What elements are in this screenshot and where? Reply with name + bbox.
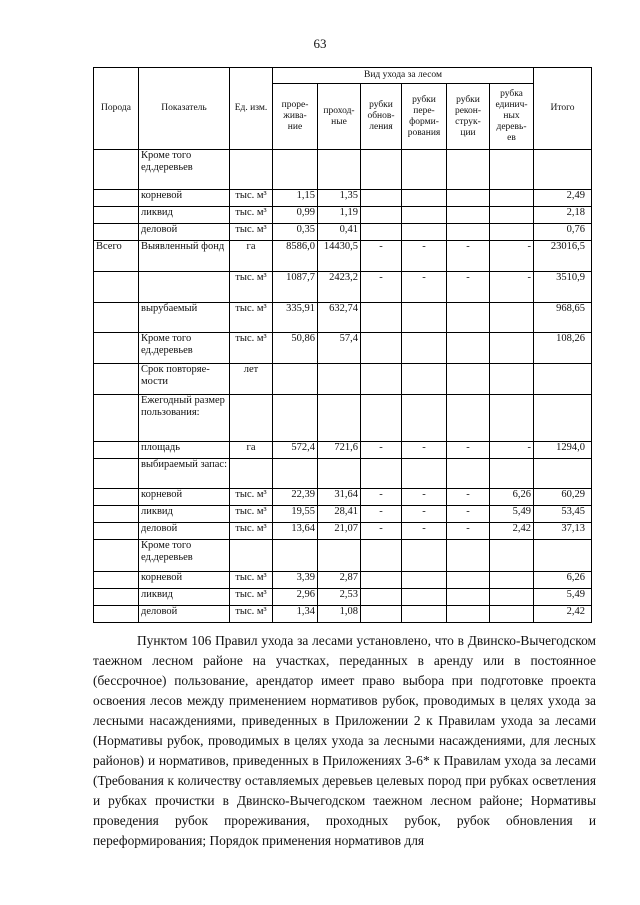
cell-value: 1087,7	[273, 272, 318, 303]
cell-value: 50,86	[273, 333, 318, 364]
cell-indicator	[139, 272, 230, 303]
cell-breed	[94, 395, 139, 442]
cell-unit: тыс. м³	[230, 272, 273, 303]
cell-indicator: Кроме того ед.деревьев	[139, 150, 230, 190]
cell-value: 1,34	[273, 606, 318, 623]
cell-unit: тыс. м³	[230, 224, 273, 241]
cell-total	[534, 459, 592, 489]
cell-total: 6,26	[534, 572, 592, 589]
cell-unit	[230, 395, 273, 442]
cell-total: 108,26	[534, 333, 592, 364]
forest-care-table	[93, 67, 592, 623]
cell-value: -	[361, 489, 402, 506]
cell-value	[490, 589, 534, 606]
cell-indicator: Кроме того ед.деревьев	[139, 540, 230, 572]
cell-value	[447, 364, 490, 395]
cell-value	[402, 224, 447, 241]
cell-value	[318, 459, 361, 489]
cell-unit: тыс. м³	[230, 207, 273, 224]
cell-value: -	[490, 442, 534, 459]
cell-value: 632,74	[318, 303, 361, 333]
cell-unit: га	[230, 241, 273, 272]
cell-value	[361, 333, 402, 364]
cell-value	[447, 303, 490, 333]
cell-value: -	[402, 489, 447, 506]
cell-value	[447, 207, 490, 224]
header-pokazatel: Показатель	[139, 68, 230, 150]
cell-indicator: вырубаемый	[139, 303, 230, 333]
cell-value	[447, 395, 490, 442]
cell-indicator: корневой	[139, 489, 230, 506]
cell-value: 335,91	[273, 303, 318, 333]
cell-value: -	[361, 272, 402, 303]
cell-value	[402, 303, 447, 333]
cell-value: 2,42	[490, 523, 534, 540]
cell-value	[447, 459, 490, 489]
cell-breed	[94, 540, 139, 572]
cell-total: 3510,9	[534, 272, 592, 303]
cell-value	[318, 540, 361, 572]
cell-total	[534, 395, 592, 442]
cell-value: -	[402, 241, 447, 272]
table-row	[94, 395, 592, 442]
table-row	[94, 459, 592, 489]
cell-indicator: ликвид	[139, 589, 230, 606]
cell-value	[402, 395, 447, 442]
cell-value: 19,55	[273, 506, 318, 523]
cell-value: -	[402, 272, 447, 303]
cell-value: 28,41	[318, 506, 361, 523]
cell-value	[490, 333, 534, 364]
cell-value: -	[402, 523, 447, 540]
cell-value: 0,99	[273, 207, 318, 224]
cell-breed	[94, 150, 139, 190]
cell-value	[490, 395, 534, 442]
cell-value: -	[490, 272, 534, 303]
cell-value	[273, 540, 318, 572]
cell-value: 2,87	[318, 572, 361, 589]
table-row	[94, 540, 592, 572]
cell-indicator: Кроме того ед.деревьев	[139, 333, 230, 364]
cell-value	[361, 224, 402, 241]
cell-breed	[94, 459, 139, 489]
header-cutting-3: рубки пере- форми- рования	[402, 84, 447, 150]
header-care-type: Вид ухода за лесом	[273, 68, 534, 84]
table-row	[94, 589, 592, 606]
cell-value	[273, 395, 318, 442]
cell-value	[490, 459, 534, 489]
table-row	[94, 506, 592, 523]
cell-total: 968,65	[534, 303, 592, 333]
cell-unit	[230, 150, 273, 190]
cell-indicator: выбираемый запас:	[139, 459, 230, 489]
cell-value	[402, 333, 447, 364]
header-unit: Ед. изм.	[230, 68, 273, 150]
cell-value: -	[361, 442, 402, 459]
cell-value: 1,35	[318, 190, 361, 207]
page-number: 63	[313, 36, 327, 51]
cell-value: -	[447, 272, 490, 303]
cell-value	[361, 364, 402, 395]
cell-value: 21,07	[318, 523, 361, 540]
cell-value: 5,49	[490, 506, 534, 523]
cell-value: 6,26	[490, 489, 534, 506]
cell-value	[402, 207, 447, 224]
cell-value: 572,4	[273, 442, 318, 459]
table-row	[94, 207, 592, 224]
table-row	[94, 489, 592, 506]
cell-indicator: корневой	[139, 572, 230, 589]
cell-total	[534, 364, 592, 395]
paragraph-text: Пунктом 106 Правил ухода за лесами установлено, что в Двинско-Вычегодском таежном лесном районе на участках, переданных в аренду или в постоянное (бессрочное) пользование, арендатор имеет право выбора при подготовке проекта освоения лесов между применением нормативов рубок, проводимых в целях ухода за лесными насаждениями, приведенных в Приложении 2 к Правилам ухода за лесами (Нормативы рубок, проводимых в целях ухода за лесными насаждениями, для лесных районов) и нормативов, приведенных в Приложениях 3-6* к Правилам ухода за лесами (Требования к количеству оставляемых деревьев целевых пород при рубках осветления и рубках прочистки в Двинско-Вычегодском таежном лесном районе; Нормативы проведения рубок прореживания, проходных рубок, рубок обновления и переформирования; Порядок применения нормативов для	[93, 633, 596, 848]
cell-value	[490, 150, 534, 190]
cell-value	[490, 572, 534, 589]
table-row	[94, 333, 592, 364]
cell-total	[534, 150, 592, 190]
cell-breed	[94, 442, 139, 459]
table-row	[94, 150, 592, 190]
cell-value	[402, 589, 447, 606]
cell-total: 37,13	[534, 523, 592, 540]
cell-value	[447, 540, 490, 572]
cell-value: -	[447, 523, 490, 540]
cell-value: 3,39	[273, 572, 318, 589]
header-cutting-0: проре- жива- ние	[273, 84, 318, 150]
cell-total: 2,42	[534, 606, 592, 623]
cell-value	[447, 333, 490, 364]
cell-value	[402, 572, 447, 589]
cell-value	[490, 364, 534, 395]
cell-value	[402, 606, 447, 623]
cell-indicator: корневой	[139, 190, 230, 207]
cell-breed	[94, 224, 139, 241]
header-cutting-4: рубки рекон- струк- ции	[447, 84, 490, 150]
cell-indicator: деловой	[139, 224, 230, 241]
cell-total: 23016,5	[534, 241, 592, 272]
cell-value	[402, 540, 447, 572]
cell-value	[447, 589, 490, 606]
cell-indicator: деловой	[139, 523, 230, 540]
cell-indicator: Выявленный фонд	[139, 241, 230, 272]
body-paragraph	[93, 631, 596, 851]
cell-value	[361, 395, 402, 442]
cell-value: 22,39	[273, 489, 318, 506]
cell-value	[490, 540, 534, 572]
table-row	[94, 523, 592, 540]
cell-value: 1,15	[273, 190, 318, 207]
cell-breed	[94, 190, 139, 207]
cell-total: 1294,0	[534, 442, 592, 459]
cell-value: -	[447, 489, 490, 506]
header-total: Итого	[534, 68, 592, 150]
cell-indicator: ликвид	[139, 506, 230, 523]
cell-value	[361, 606, 402, 623]
cell-unit: тыс. м³	[230, 333, 273, 364]
cell-breed	[94, 589, 139, 606]
cell-value	[447, 150, 490, 190]
cell-value: 1,19	[318, 207, 361, 224]
table-row	[94, 224, 592, 241]
cell-unit	[230, 459, 273, 489]
cell-unit: га	[230, 442, 273, 459]
cell-value: 14430,5	[318, 241, 361, 272]
cell-value	[447, 224, 490, 241]
cell-breed	[94, 207, 139, 224]
cell-value: -	[402, 442, 447, 459]
cell-breed	[94, 606, 139, 623]
table-row	[94, 190, 592, 207]
cell-value: -	[361, 506, 402, 523]
cell-value: 0,41	[318, 224, 361, 241]
cell-unit: тыс. м³	[230, 523, 273, 540]
table-row	[94, 272, 592, 303]
cell-value	[361, 150, 402, 190]
cell-breed	[94, 506, 139, 523]
cell-breed	[94, 333, 139, 364]
header-cutting-5: рубка единич- ных деревь- ев	[490, 84, 534, 150]
cell-value	[490, 606, 534, 623]
table-row	[94, 241, 592, 272]
cell-value	[361, 459, 402, 489]
cell-value: 8586,0	[273, 241, 318, 272]
cell-value: 13,64	[273, 523, 318, 540]
cell-breed	[94, 523, 139, 540]
cell-value	[490, 224, 534, 241]
cell-breed: Всего	[94, 241, 139, 272]
cell-indicator: Срок повторяе-мости	[139, 364, 230, 395]
cell-value	[273, 459, 318, 489]
cell-value	[361, 572, 402, 589]
cell-total: 5,49	[534, 589, 592, 606]
cell-value	[318, 150, 361, 190]
table-row	[94, 303, 592, 333]
cell-total: 60,29	[534, 489, 592, 506]
cell-value	[490, 303, 534, 333]
cell-breed	[94, 303, 139, 333]
cell-value: 0,35	[273, 224, 318, 241]
cell-value	[273, 364, 318, 395]
cell-value	[273, 150, 318, 190]
cell-total: 0,76	[534, 224, 592, 241]
cell-value	[447, 572, 490, 589]
table-row	[94, 364, 592, 395]
header-cutting-2: рубки обнов- ления	[361, 84, 402, 150]
cell-value	[402, 364, 447, 395]
cell-unit: тыс. м³	[230, 303, 273, 333]
cell-total: 2,18	[534, 207, 592, 224]
cell-value: 2,53	[318, 589, 361, 606]
header-poroda: Порода	[94, 68, 139, 150]
cell-value: 721,6	[318, 442, 361, 459]
cell-indicator: деловой	[139, 606, 230, 623]
cell-total: 53,45	[534, 506, 592, 523]
cell-value	[361, 540, 402, 572]
cell-value: 31,64	[318, 489, 361, 506]
cell-value: -	[447, 442, 490, 459]
cell-unit: тыс. м³	[230, 489, 273, 506]
table-row	[94, 442, 592, 459]
cell-unit: тыс. м³	[230, 506, 273, 523]
cell-value: -	[361, 523, 402, 540]
cell-value	[318, 364, 361, 395]
table-row	[94, 606, 592, 623]
cell-value: -	[402, 506, 447, 523]
cell-value	[361, 303, 402, 333]
cell-value	[447, 606, 490, 623]
cell-value	[361, 207, 402, 224]
cell-indicator: ликвид	[139, 207, 230, 224]
cell-total	[534, 540, 592, 572]
cell-unit	[230, 540, 273, 572]
cell-breed	[94, 364, 139, 395]
cell-value	[361, 589, 402, 606]
cell-value	[361, 190, 402, 207]
cell-value: 2,96	[273, 589, 318, 606]
cell-unit: тыс. м³	[230, 572, 273, 589]
cell-value: -	[447, 241, 490, 272]
cell-indicator: Ежегодный размер пользования:	[139, 395, 230, 442]
cell-value: -	[361, 241, 402, 272]
cell-breed	[94, 272, 139, 303]
cell-total: 2,49	[534, 190, 592, 207]
cell-value	[402, 150, 447, 190]
cell-value	[490, 190, 534, 207]
cell-value	[447, 190, 490, 207]
cell-value: -	[447, 506, 490, 523]
cell-unit: тыс. м³	[230, 606, 273, 623]
header-cutting-1: проход- ные	[318, 84, 361, 150]
cell-breed	[94, 572, 139, 589]
cell-value: -	[490, 241, 534, 272]
table-row	[94, 572, 592, 589]
cell-breed	[94, 489, 139, 506]
cell-unit: лет	[230, 364, 273, 395]
cell-indicator: площадь	[139, 442, 230, 459]
cell-value	[402, 190, 447, 207]
cell-value: 1,08	[318, 606, 361, 623]
cell-value	[402, 459, 447, 489]
cell-value	[490, 207, 534, 224]
cell-unit: тыс. м³	[230, 190, 273, 207]
cell-unit: тыс. м³	[230, 589, 273, 606]
cell-value	[318, 395, 361, 442]
cell-value: 2423,2	[318, 272, 361, 303]
cell-value: 57,4	[318, 333, 361, 364]
